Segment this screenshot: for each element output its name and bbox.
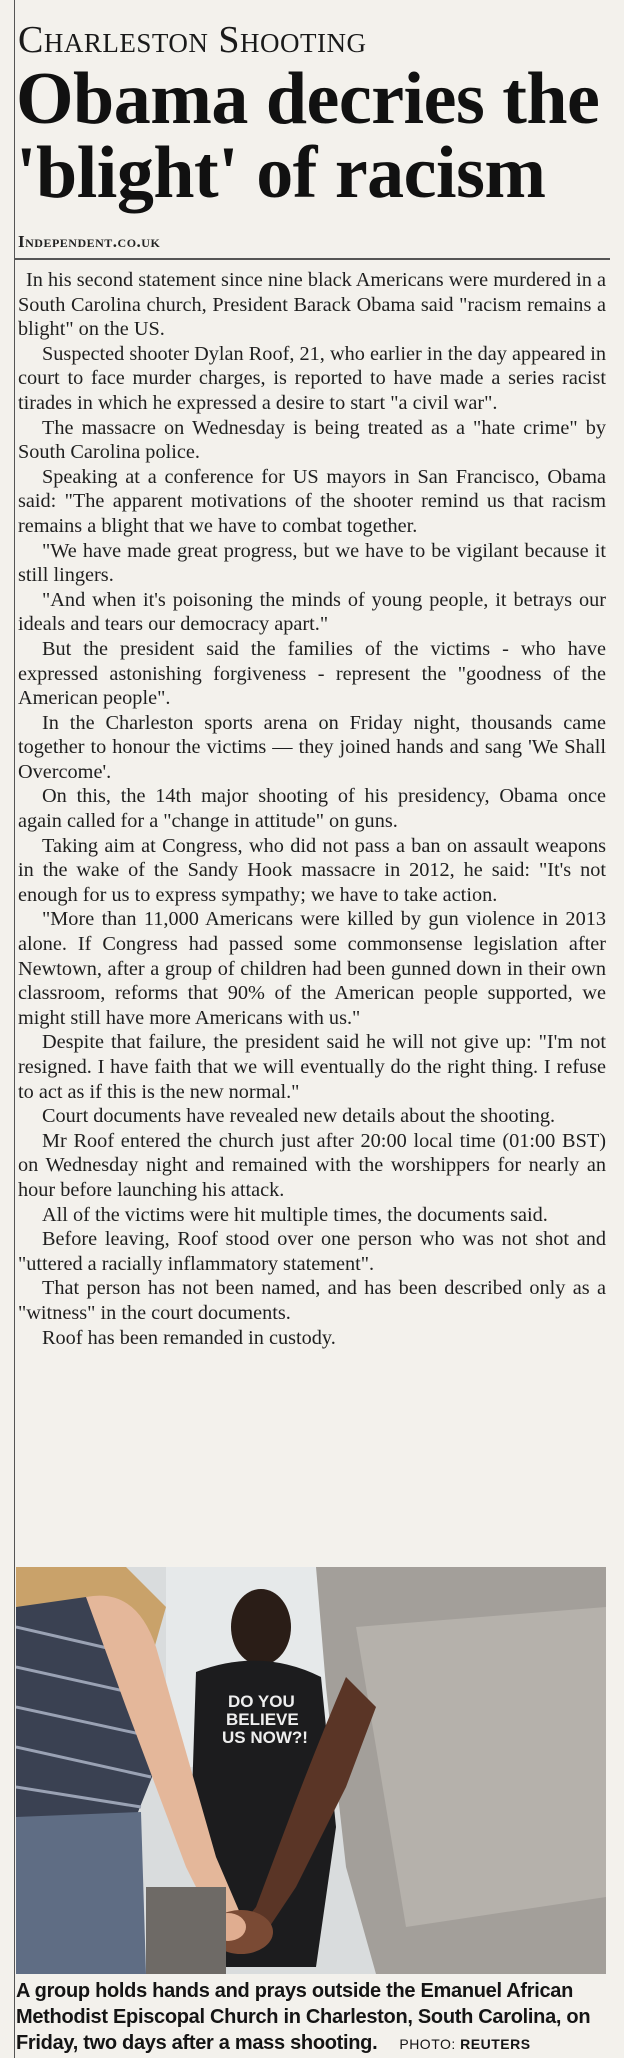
article-body [18,268,606,1350]
credit-name: REUTERS [460,2036,531,2052]
paragraph: Mr Roof entered the church just after 20:00 local time (01:00 BST) on Wednesday night and remained with the worshippers for nearly an hour before launching his attack. [18,1129,606,1201]
shirt-text: US NOW?! [222,1728,308,1747]
paragraph: In his second statement since nine black Americans were murdered in a South Carolina church, President Barack Obama said "racism remains a blight" on the US. [18,269,606,341]
paragraph: On this, the 14th major shooting of his presidency, Obama once again called for a "change in attitude" on guns. [18,785,606,833]
photo-credit [399,2036,530,2052]
shirt-text: DO YOU [228,1692,295,1711]
photo-caption [16,1978,606,2057]
paragraph: That person has not been named, and has been described only as a "witness" in the court documents. [18,1277,606,1324]
paragraph: But the president said the families of the victims - who have expressed astonishing forgiveness - represent the "goodness of the American people". [18,637,606,710]
paragraph: Despite that failure, the president said he will not give up: "I'm not resigned. I have faith that we will eventually do the right thing. I refuse to act as if this is the new normal." [18,1031,606,1103]
news-photo [16,1567,606,1974]
headline: Obama decries the 'blight' of racism [16,58,600,214]
shirt-text: BELIEVE [226,1710,299,1729]
paragraph: Before leaving, Roof stood over one person who was not shot and "uttered a racially inflammatory statement". [18,1228,606,1275]
section-kicker: Charleston Shooting [18,19,367,61]
paragraph: The massacre on Wednesday is being treated as a "hate crime" by South Carolina police. [18,416,606,464]
paragraph: "We have made great progress, but we have to be vigilant because it still lingers. [18,539,606,587]
paragraph: All of the victims were hit multiple times, the documents said. [42,1203,548,1226]
credit-label: PHOTO: [399,2036,456,2052]
paragraph: In the Charleston sports arena on Friday night, thousands came together to honour the victims — they joined hands and sang 'We Shall Overcome'. [18,711,606,783]
caption-text: A group holds hands and prays outside the Emanuel African Methodist Episcopal Church in Charleston, South Carolina, on Friday, two days after a mass shooting. [16,1980,591,2054]
paragraph: Suspected shooter Dylan Roof, 21, who earlier in the day appeared in court to face murder charges, is reported to have made a series racist tirades in which he expressed a desire to start "a civil war". [18,342,606,414]
divider [14,258,610,260]
paragraph: Roof has been remanded in custody. [42,1326,336,1349]
paragraph: "More than 11,000 Americans were killed by gun violence in 2013 alone. If Congress had passed some commonsense legislation after Newtown, after a group of children had been gunned down in their own classroom, reforms that 90% of the American people supported, we might still have more Americans with us." [18,908,606,1029]
photo-illustration [16,1567,606,1974]
paragraph: Speaking at a conference for US mayors in San Francisco, Obama said: "The apparent motivations of the shooter remind us that racism remains a blight that we have to combat together. [18,465,606,537]
paragraph: "And when it's poisoning the minds of young people, it betrays our ideals and tears our democracy apart." [18,588,606,636]
source-label: Independent.co.uk [18,232,161,251]
paragraph: Taking aim at Congress, who did not pass a ban on assault weapons in the wake of the Sandy Hook massacre in 2012, he said: "It's not enough for us to express sympathy; we have to take action. [18,834,606,906]
paragraph: Court documents have revealed new details about the shooting. [42,1105,556,1128]
